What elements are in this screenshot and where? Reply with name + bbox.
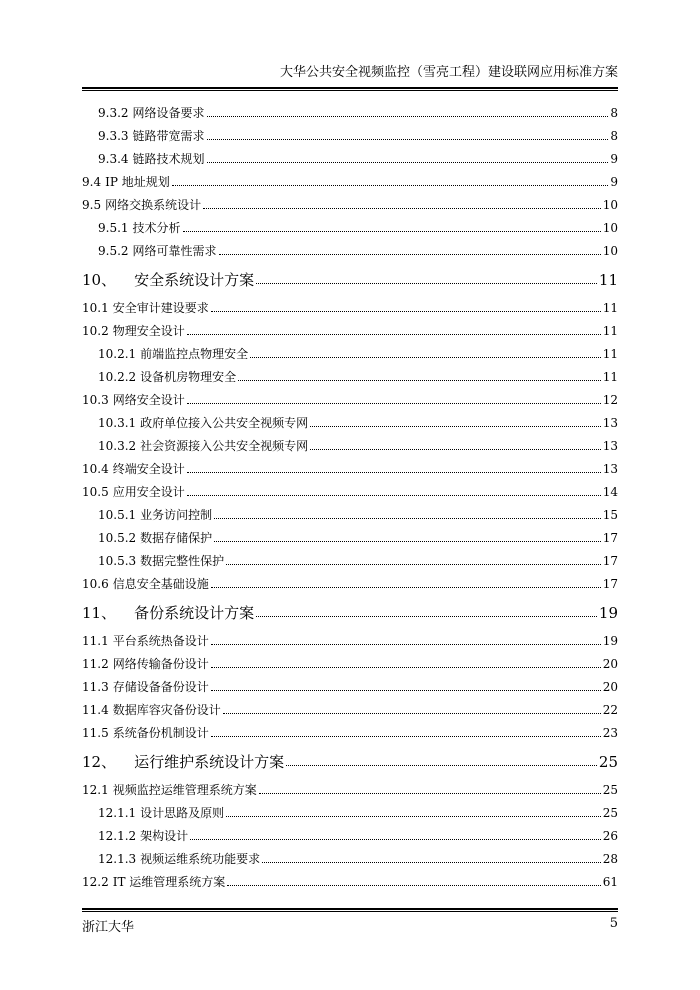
toc-entry-page: 10 <box>602 198 618 212</box>
toc-entry-number: 10、 <box>82 271 117 289</box>
toc-entry-page: 25 <box>598 753 618 771</box>
toc-entry-number: 10.2 <box>82 324 109 338</box>
toc-entry[interactable] <box>82 480 618 503</box>
toc-entry-label <box>82 243 217 259</box>
toc-entry-number: 12.1.1 <box>98 806 137 820</box>
toc-dot-leader <box>211 735 601 737</box>
toc-entry-label <box>82 828 188 844</box>
toc-entry[interactable] <box>82 595 618 629</box>
toc-dot-leader <box>203 207 601 209</box>
toc-entry-page: 23 <box>602 726 618 740</box>
toc-entry[interactable] <box>82 870 618 893</box>
toc-entry-label <box>82 300 209 316</box>
toc-entry-label <box>82 679 209 695</box>
toc-entry-label <box>82 851 260 867</box>
toc-entry-label <box>82 530 212 546</box>
toc-entry-page: 14 <box>602 485 618 499</box>
toc-entry-number: 12、 <box>82 753 117 771</box>
toc-dot-leader <box>187 402 601 404</box>
toc-entry-number: 9.3.3 <box>98 129 129 143</box>
toc-entry[interactable] <box>82 801 618 824</box>
toc-entry[interactable] <box>82 824 618 847</box>
toc-entry-label <box>82 415 308 431</box>
toc-dot-leader <box>207 161 609 163</box>
toc-entry-number: 10.5 <box>82 485 109 499</box>
toc-entry-title: 设备机房物理安全 <box>140 370 237 384</box>
toc-entry-page: 15 <box>602 508 618 522</box>
toc-entry-title: 终端安全设计 <box>112 462 185 476</box>
toc-entry-number: 10.6 <box>82 577 109 591</box>
toc-entry[interactable] <box>82 216 618 239</box>
toc-entry-number: 10.2.2 <box>98 370 137 384</box>
toc-entry-label <box>82 392 185 408</box>
toc-entry-number: 10.5.2 <box>98 531 137 545</box>
toc-dot-leader <box>256 615 597 617</box>
toc-dot-leader <box>211 666 601 668</box>
toc-entry-title: IT 运维管理系统方案 <box>112 875 226 889</box>
toc-entry-number: 12.1 <box>82 783 109 797</box>
toc-entry-title: 备份系统设计方案 <box>134 604 255 622</box>
toc-dot-leader <box>250 356 601 358</box>
toc-entry[interactable] <box>82 365 618 388</box>
toc-entry-label <box>82 656 209 672</box>
toc-entry-page: 11 <box>602 370 618 384</box>
toc-dot-leader <box>259 792 601 794</box>
toc-entry-label <box>82 507 212 523</box>
toc-entry[interactable] <box>82 549 618 572</box>
toc-dot-leader <box>310 425 601 427</box>
toc-entry-label <box>82 369 236 385</box>
toc-entry[interactable] <box>82 652 618 675</box>
toc-dot-leader <box>226 563 601 565</box>
toc-entry-page: 17 <box>602 577 618 591</box>
toc-entry-number: 11.2 <box>82 657 109 671</box>
toc-entry-title: 网络传输备份设计 <box>112 657 209 671</box>
toc-entry-title: 系统备份机制设计 <box>112 726 209 740</box>
toc-entry-number: 11、 <box>82 604 117 622</box>
toc-entry-number: 9.5 <box>82 198 102 212</box>
toc-entry-label <box>82 752 284 772</box>
toc-dot-leader <box>187 333 601 335</box>
toc-entry-page: 17 <box>602 554 618 568</box>
toc-entry-number: 11.1 <box>82 634 109 648</box>
toc-entry-number: 9.3.2 <box>98 106 129 120</box>
toc-entry-title: 数据完整性保护 <box>140 554 225 568</box>
toc-entry-number: 10.3 <box>82 393 109 407</box>
toc-entry-page: 8 <box>610 129 618 143</box>
toc-entry-label <box>82 346 248 362</box>
toc-entry-label <box>82 220 181 236</box>
toc-entry-label <box>82 105 205 121</box>
toc-entry-number: 10.3.2 <box>98 439 137 453</box>
toc-entry-title: 网络交换系统设计 <box>105 198 202 212</box>
toc-dot-leader <box>211 689 601 691</box>
toc-entry-number: 12.2 <box>82 875 109 889</box>
toc-entry[interactable] <box>82 675 618 698</box>
toc-entry-title: 网络安全设计 <box>112 393 185 407</box>
toc-entry-page: 13 <box>602 462 618 476</box>
toc-entry[interactable] <box>82 388 618 411</box>
toc-entry-label <box>82 576 209 592</box>
toc-dot-leader <box>172 184 609 186</box>
toc-entry-label <box>82 603 254 623</box>
toc-entry[interactable] <box>82 847 618 870</box>
toc-entry-title: IP 地址规划 <box>105 175 170 189</box>
toc-entry[interactable] <box>82 457 618 480</box>
footer-page-number: 5 <box>609 916 618 931</box>
toc-entry-page: 20 <box>602 680 618 694</box>
toc-entry-page: 10 <box>602 221 618 235</box>
toc-entry-page: 12 <box>602 393 618 407</box>
toc-dot-leader <box>219 253 601 255</box>
toc-entry[interactable] <box>82 296 618 319</box>
toc-entry-page: 10 <box>602 244 618 258</box>
toc-entry-number: 12.1.3 <box>98 852 137 866</box>
toc-entry-label <box>82 128 205 144</box>
toc-dot-leader <box>286 764 597 766</box>
toc-entry[interactable] <box>82 434 618 457</box>
toc-entry-page: 61 <box>602 875 618 889</box>
toc-entry-label <box>82 151 205 167</box>
toc-entry-number: 10.1 <box>82 301 109 315</box>
toc-entry-page: 25 <box>602 806 618 820</box>
toc-entry-title: 视频监控运维管理系统方案 <box>112 783 257 797</box>
toc-entry[interactable] <box>82 503 618 526</box>
header-rule <box>82 87 618 89</box>
toc-entry-title: 网络可靠性需求 <box>132 244 217 258</box>
toc-dot-leader <box>211 310 601 312</box>
toc-entry-label <box>82 438 308 454</box>
toc-entry-number: 10.5.3 <box>98 554 137 568</box>
toc-entry[interactable] <box>82 526 618 549</box>
toc-entry-page: 22 <box>602 703 618 717</box>
toc-entry-label <box>82 553 224 569</box>
toc-dot-leader <box>214 540 601 542</box>
toc-entry-page: 25 <box>602 783 618 797</box>
table-of-contents <box>82 101 618 893</box>
toc-entry-page: 19 <box>602 634 618 648</box>
toc-entry-label <box>82 782 257 798</box>
toc-entry-label <box>82 805 224 821</box>
toc-dot-leader <box>211 643 601 645</box>
toc-dot-leader <box>183 230 601 232</box>
toc-entry-page: 26 <box>602 829 618 843</box>
toc-entry-page: 11 <box>602 301 618 315</box>
toc-entry-page: 20 <box>602 657 618 671</box>
toc-entry[interactable] <box>82 744 618 778</box>
toc-entry-number: 9.3.4 <box>98 152 129 166</box>
toc-dot-leader <box>207 115 609 117</box>
toc-entry-page: 11 <box>602 324 618 338</box>
toc-entry-number: 9.5.1 <box>98 221 129 235</box>
toc-entry-title: 设计思路及原则 <box>140 806 225 820</box>
toc-dot-leader <box>187 471 601 473</box>
toc-entry[interactable] <box>82 193 618 216</box>
toc-dot-leader <box>207 138 609 140</box>
toc-entry[interactable] <box>82 411 618 434</box>
toc-entry[interactable] <box>82 147 618 170</box>
toc-entry-page: 17 <box>602 531 618 545</box>
toc-entry-title: 应用安全设计 <box>112 485 185 499</box>
toc-dot-leader <box>226 815 601 817</box>
toc-dot-leader <box>211 586 601 588</box>
toc-entry-label <box>82 461 185 477</box>
toc-entry-title: 技术分析 <box>132 221 181 235</box>
toc-entry-page: 13 <box>602 416 618 430</box>
toc-entry[interactable] <box>82 170 618 193</box>
footer-rule-thin <box>82 911 618 912</box>
toc-entry-title: 前端监控点物理安全 <box>140 347 249 361</box>
toc-entry-label <box>82 874 225 890</box>
toc-entry-title: 数据库容灾备份设计 <box>112 703 221 717</box>
toc-entry-title: 安全审计建设要求 <box>112 301 209 315</box>
toc-entry[interactable] <box>82 319 618 342</box>
toc-entry-title: 平台系统热备设计 <box>112 634 209 648</box>
toc-entry-title: 物理安全设计 <box>112 324 185 338</box>
toc-entry-title: 业务访问控制 <box>140 508 213 522</box>
toc-entry-title: 安全系统设计方案 <box>134 271 255 289</box>
toc-entry-label <box>82 484 185 500</box>
toc-entry-label <box>82 270 254 290</box>
footer-rule <box>82 908 618 910</box>
toc-entry-title: 架构设计 <box>140 829 189 843</box>
toc-entry-title: 视频运维系统功能要求 <box>140 852 261 866</box>
toc-entry-title: 数据存储保护 <box>140 531 213 545</box>
toc-dot-leader <box>223 712 601 714</box>
toc-entry-page: 11 <box>598 271 618 289</box>
toc-entry[interactable] <box>82 262 618 296</box>
toc-entry[interactable] <box>82 778 618 801</box>
toc-entry-label <box>82 197 201 213</box>
toc-entry-page: 8 <box>610 106 618 120</box>
toc-dot-leader <box>190 838 601 840</box>
toc-entry-title: 信息安全基础设施 <box>112 577 209 591</box>
toc-entry-page: 19 <box>598 604 618 622</box>
toc-entry-title: 链路技术规划 <box>132 152 205 166</box>
toc-entry-label <box>82 633 209 649</box>
toc-entry[interactable] <box>82 629 618 652</box>
toc-entry-title: 网络设备要求 <box>132 106 205 120</box>
toc-entry-number: 10.4 <box>82 462 109 476</box>
toc-entry-label <box>82 323 185 339</box>
toc-entry-label <box>82 174 170 190</box>
toc-entry-page: 9 <box>610 175 618 189</box>
toc-entry-page: 9 <box>610 152 618 166</box>
toc-entry[interactable] <box>82 342 618 365</box>
toc-entry-page: 11 <box>602 347 618 361</box>
toc-entry[interactable] <box>82 124 618 147</box>
toc-entry-title: 政府单位接入公共安全视频专网 <box>140 416 309 430</box>
toc-entry-number: 11.4 <box>82 703 109 717</box>
toc-entry-number: 10.3.1 <box>98 416 137 430</box>
toc-dot-leader <box>238 379 601 381</box>
toc-dot-leader <box>214 517 601 519</box>
toc-entry[interactable] <box>82 721 618 744</box>
toc-entry-title: 运行维护系统设计方案 <box>134 753 285 771</box>
toc-entry-page: 13 <box>602 439 618 453</box>
toc-entry-number: 11.3 <box>82 680 109 694</box>
toc-entry[interactable] <box>82 698 618 721</box>
toc-entry[interactable] <box>82 101 618 124</box>
toc-entry-number: 12.1.2 <box>98 829 137 843</box>
toc-entry-title: 链路带宽需求 <box>132 129 205 143</box>
toc-entry-number: 10.5.1 <box>98 508 137 522</box>
toc-entry[interactable] <box>82 239 618 262</box>
toc-dot-leader <box>262 861 601 863</box>
toc-entry[interactable] <box>82 572 618 595</box>
header-rule-thin <box>82 90 618 91</box>
toc-entry-label <box>82 702 221 718</box>
toc-entry-label <box>82 725 209 741</box>
toc-entry-number: 10.2.1 <box>98 347 137 361</box>
toc-entry-title: 存储设备备份设计 <box>112 680 209 694</box>
toc-dot-leader <box>187 494 601 496</box>
toc-entry-number: 11.5 <box>82 726 109 740</box>
toc-dot-leader <box>227 884 600 886</box>
toc-entry-number: 9.4 <box>82 175 102 189</box>
toc-entry-title: 社会资源接入公共安全视频专网 <box>140 439 309 453</box>
toc-entry-page: 28 <box>602 852 618 866</box>
footer-company: 浙江大华 <box>82 920 135 935</box>
toc-entry-number: 9.5.2 <box>98 244 129 258</box>
toc-dot-leader <box>310 448 601 450</box>
toc-dot-leader <box>256 282 597 284</box>
page-header: 大华公共安全视频监控（雪亮工程）建设联网应用标准方案 <box>279 65 618 80</box>
